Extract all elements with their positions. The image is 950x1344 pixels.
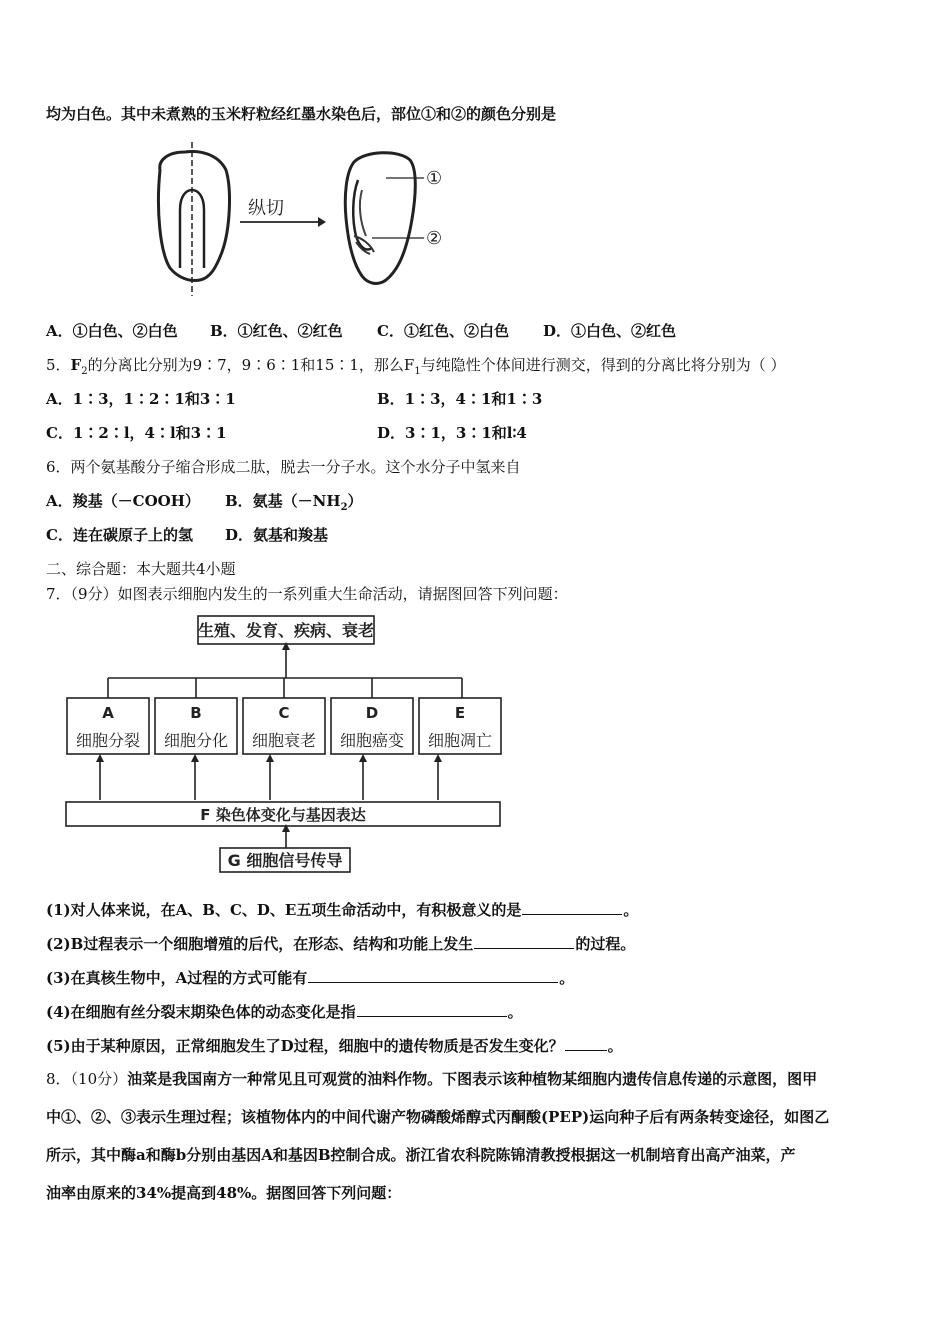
answer-blank-4[interactable] [357,1002,507,1017]
q4-option-a: A．①白色、②白色 [46,322,178,340]
g-box-label: G 细胞信号传导 [227,851,343,870]
arrow-label: 纵切 [248,198,284,219]
answer-blank-2[interactable] [474,934,574,949]
q5-option-b: B．1∶3，4∶1和1∶3 [377,390,543,408]
box-b-label: 细胞分化 [163,731,229,750]
box-a-letter: A [102,704,114,722]
q5-option-a: A．1∶3，1∶2∶1和3∶1 [46,390,236,408]
box-c-label: 细胞衰老 [251,731,317,750]
q4-stem-tail: 均为白色。其中未煮熟的玉米籽粒经红墨水染色后，部位①和②的颜色分别是 [46,105,557,123]
q4-option-c: C．①红色、②白色 [377,322,509,340]
answer-blank-1[interactable] [522,900,622,915]
q6-option-a: A．羧基（－COOH） [46,492,200,510]
marker-1: ① [426,168,443,189]
q7-subq-3: (3)在真核生物中，A过程的方式可能有 。 [46,969,575,987]
q7-subq-1: (1)对人体来说，在A、B、C、D、E五项生命活动中，有积极意义的是 。 [46,901,639,919]
q8-line-4: 油率由原来的34%提高到48%。据图回答下列问题： [46,1184,402,1202]
marker-2: ② [426,228,443,249]
q8-line-1: 8．（10分）油菜是我国南方一种常见且可观赏的油料作物。下图表示该种植物某细胞内遗传信息传递的示意图，图甲 [46,1070,818,1088]
q6-option-b: B．氨基$(-NH_2)$ [225,492,363,513]
answer-blank-5[interactable] [565,1036,607,1051]
q7-subq-4: (4)在细胞有丝分裂末期染色体的动态变化是指 。 [46,1003,523,1021]
section-heading: 二、综合题：本大题共4小题 [46,560,236,578]
q7-subq-2: (2)B过程表示一个细胞增殖的后代，在形态、结构和功能上发生 的过程。 [46,935,636,953]
q6-stem: 6．两个氨基酸分子缩合形成二肽，脱去一分子水。这个水分子中氢来自 [46,458,521,476]
box-d-label: 细胞癌变 [339,731,405,750]
box-a-label: 细胞分裂 [75,731,141,750]
top-box-label: 生殖、发育、疾病、衰老 [197,621,375,640]
q4-option-b: B．①红色、②红色 [210,322,343,340]
answer-blank-3[interactable] [308,968,558,983]
q7-subq-5: (5)由于某种原因，正常细胞发生了D过程，细胞中的遗传物质是否发生变化？ 。 [46,1037,623,1055]
q8-line-2: 中①、②、③表示生理过程；该植物体内的中间代谢产物磷酸烯醇式丙酮酸(PEP)运向种子后有两条转变途径，如图乙 [46,1108,830,1126]
box-b-letter: B [190,704,202,722]
corn-kernel-figure [140,140,470,300]
q5-stem: 5．$F_2$的分离比分别为9∶7，9∶6∶1和15∶1，那么$F_1$与纯隐性个体间进行测交，得到的分离比将分别为（ ） [46,356,786,377]
box-c-letter: C [278,704,290,722]
q5-option-c: C．1∶2∶l，4∶l和3∶1 [46,424,227,442]
q4-option-d: D．①白色、②红色 [543,322,677,340]
box-e-label: 细胞凋亡 [427,731,493,750]
q6-option-c: C．连在碳原子上的氢 [46,526,193,544]
q8-line-3: 所示，其中酶a和酶b分别由基因A和基因B控制合成。浙江省农科院陈锦清教授根据这一机制培育出高产油菜，产 [46,1146,796,1164]
q6-option-d: D．氨基和羧基 [225,526,329,544]
q5-option-d: D．3∶1，3∶1和l∶4 [377,424,527,442]
whole-kernel-outline [158,152,229,281]
cut-kernel-outline [345,153,415,284]
f-box-label: F 染色体变化与基因表达 [200,806,366,824]
cell-activities-diagram [60,612,510,874]
box-e-letter: E [454,704,466,722]
box-d-letter: D [365,704,379,722]
q7-stem: 7．（9分）如图表示细胞内发生的一系列重大生命活动，请据图回答下列问题： [46,585,568,603]
